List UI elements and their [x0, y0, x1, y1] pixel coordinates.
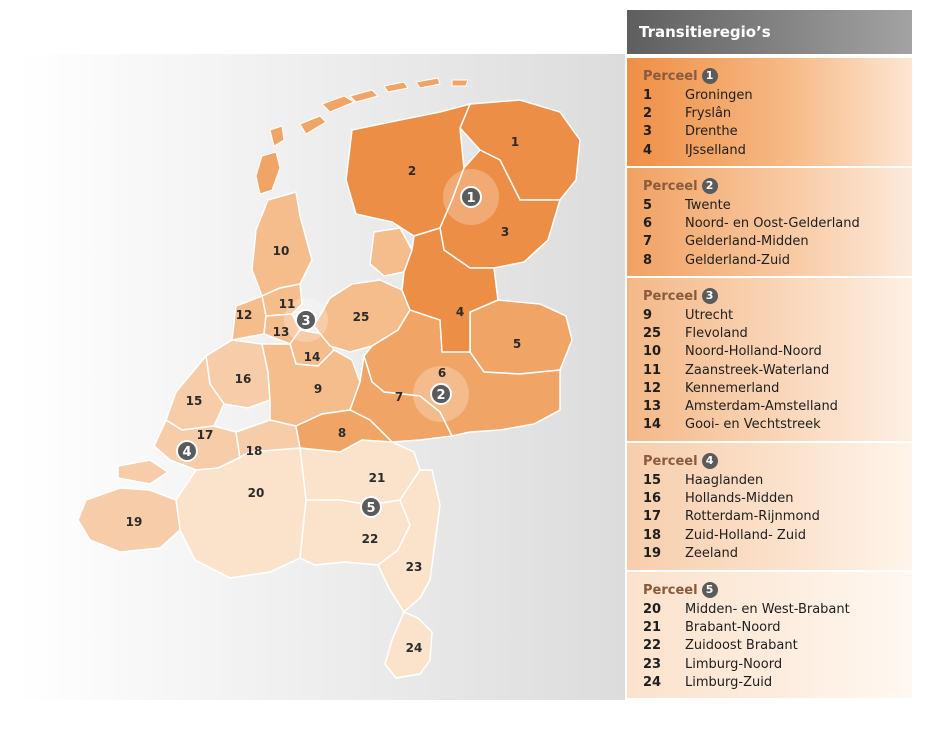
region-label: 3	[500, 225, 510, 239]
perceel-label: Perceel	[643, 582, 698, 598]
region-number: 8	[643, 252, 653, 268]
legend-row	[643, 361, 912, 379]
legend-row	[643, 104, 912, 122]
region-label: 18	[245, 444, 263, 458]
perceel-heading	[643, 451, 912, 471]
region-name: Gooi- en Vechtstreek	[685, 417, 821, 433]
perceel-label: Perceel	[643, 178, 698, 194]
perceel-label: Perceel	[643, 453, 698, 469]
perceel-label: Perceel	[643, 68, 698, 84]
perceel-4-marker	[177, 441, 197, 461]
region-number: 22	[643, 638, 662, 654]
region-number: 21	[643, 619, 662, 635]
region-name: Drenthe	[685, 124, 738, 140]
region-label: 9	[313, 382, 323, 396]
perceel-heading	[643, 580, 912, 600]
region-name: Haaglanden	[685, 472, 764, 488]
region-name: Gelderland-Midden	[685, 234, 809, 250]
legend-row	[643, 123, 912, 141]
legend-row	[643, 655, 912, 673]
legend-row	[643, 544, 912, 562]
perceel-number-badge: 2	[702, 178, 718, 194]
perceel-3-marker	[296, 310, 316, 330]
perceel-group-3	[627, 276, 912, 441]
region-name: Limburg-Zuid	[685, 674, 773, 690]
legend-row	[643, 471, 912, 489]
region-number: 18	[643, 527, 662, 543]
region-number: 17	[643, 509, 662, 525]
region-name: Noord-Holland-Noord	[685, 344, 822, 360]
region-label: 16	[234, 372, 252, 386]
perceel-group-5	[627, 570, 912, 698]
region-number: 2	[643, 105, 653, 121]
region-label: 21	[368, 471, 386, 485]
region-name: Rotterdam-Rijnmond	[685, 509, 820, 525]
legend-row	[643, 508, 912, 526]
region-number: 14	[643, 417, 662, 433]
region-label: 7	[394, 390, 404, 404]
legend-row	[643, 489, 912, 507]
region-label: 15	[185, 394, 203, 408]
svg-text:1: 1	[466, 191, 476, 206]
region-number: 4	[643, 142, 653, 158]
region-number: 12	[643, 380, 662, 396]
legend-row	[643, 214, 912, 232]
region-number: 1	[643, 87, 653, 103]
legend-row	[643, 86, 912, 104]
legend-row	[643, 637, 912, 655]
legend-row	[643, 673, 912, 691]
region-label: 13	[272, 325, 290, 339]
perceel-label: Perceel	[643, 288, 698, 304]
region-number: 9	[643, 307, 653, 323]
legend-row	[643, 141, 912, 159]
legend-panel	[627, 10, 912, 700]
region-label: 6	[437, 366, 447, 380]
region-name: Zuidoost Brabant	[685, 638, 798, 654]
region-name: Utrecht	[685, 307, 734, 323]
legend-row	[643, 251, 912, 269]
perceel-1-marker	[461, 187, 481, 207]
region-name: Kennemerland	[685, 380, 780, 396]
legend-row	[643, 196, 912, 214]
legend-row	[643, 526, 912, 544]
region-number: 5	[643, 197, 653, 213]
region-label: 4	[455, 305, 465, 319]
svg-text:3: 3	[301, 314, 311, 329]
region-label: 8	[337, 426, 347, 440]
svg-text:4: 4	[182, 445, 192, 460]
svg-text:2: 2	[436, 388, 446, 403]
perceel-group-2	[627, 166, 912, 276]
region-name: Zaanstreek-Waterland	[685, 362, 830, 378]
region-name: Midden- en West-Brabant	[685, 601, 850, 617]
region-label: 22	[361, 532, 379, 546]
region-name: Groningen	[685, 87, 753, 103]
perceel-heading	[643, 286, 912, 306]
perceel-number-badge: 4	[702, 453, 718, 469]
netherlands-map	[18, 54, 625, 700]
region-label: 24	[405, 641, 423, 655]
region-label: 2	[407, 164, 417, 178]
legend-row	[643, 416, 912, 434]
perceel-number-badge: 1	[702, 68, 718, 84]
region-number: 11	[643, 362, 662, 378]
region-label: 17	[196, 428, 214, 442]
perceel-2-marker	[431, 384, 451, 404]
region-name: Flevoland	[685, 325, 748, 341]
perceel-heading	[643, 176, 912, 196]
region-number: 15	[643, 472, 662, 488]
region-number: 20	[643, 601, 662, 617]
region-label: 25	[352, 310, 370, 324]
region-name: Gelderland-Zuid	[685, 252, 791, 268]
legend-row	[643, 233, 912, 251]
region-label: 19	[125, 515, 143, 529]
legend-row	[643, 397, 912, 415]
region-number: 7	[643, 234, 653, 250]
region-label: 20	[247, 486, 265, 500]
perceel-5-marker	[361, 497, 381, 517]
region-label: 10	[272, 244, 290, 258]
region-label: 5	[512, 337, 522, 351]
region-label: 23	[405, 560, 423, 574]
region-name: Hollands-Midden	[685, 490, 794, 506]
perceel-group-1	[627, 56, 912, 166]
perceel-heading	[643, 66, 912, 86]
region-label: 12	[235, 308, 253, 322]
region-name: Zeeland	[685, 545, 738, 561]
region-number: 6	[643, 215, 653, 231]
region-name: Amsterdam-Amstelland	[685, 399, 838, 415]
region-label: 14	[303, 350, 321, 364]
legend-row	[643, 618, 912, 636]
perceel-number-badge: 3	[702, 288, 718, 304]
region-number: 13	[643, 399, 662, 415]
region-number: 10	[643, 344, 662, 360]
region-label: 11	[278, 297, 296, 311]
region-name: Twente	[685, 197, 731, 213]
legend-row	[643, 600, 912, 618]
region-name: Fryslân	[685, 105, 732, 121]
region-number: 19	[643, 545, 662, 561]
region-name: IJsselland	[685, 142, 746, 158]
region-name: Brabant-Noord	[685, 619, 781, 635]
region-name: Noord- en Oost-Gelderland	[685, 215, 860, 231]
region-label: 1	[510, 135, 520, 149]
region-name: Limburg-Noord	[685, 656, 783, 672]
region-number: 25	[643, 325, 662, 341]
perceel-number-badge: 5	[702, 582, 718, 598]
region-number: 23	[643, 656, 662, 672]
legend-row	[643, 379, 912, 397]
legend-row	[643, 306, 912, 324]
svg-text:5: 5	[366, 501, 376, 516]
region-name: Zuid-Holland- Zuid	[685, 527, 806, 543]
legend-title: Transitieregio’s	[627, 10, 912, 54]
perceel-5-area	[176, 440, 440, 678]
map-panel	[18, 54, 625, 700]
region-number: 24	[643, 674, 662, 690]
legend-row	[643, 343, 912, 361]
legend-row	[643, 324, 912, 342]
perceel-group-4	[627, 441, 912, 570]
region-number: 3	[643, 124, 653, 140]
region-number: 16	[643, 490, 662, 506]
